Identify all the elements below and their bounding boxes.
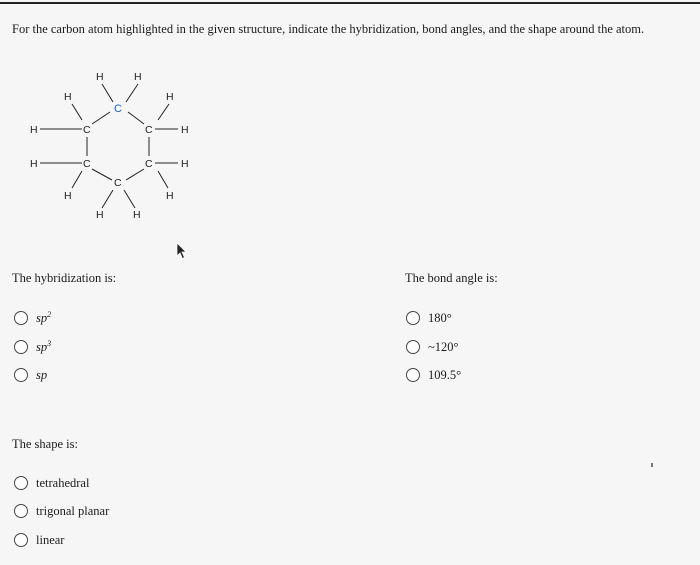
option-180[interactable] (406, 308, 452, 328)
option-trigonal-planar-label: trigonal planar (36, 503, 110, 518)
option-trigonal-planar[interactable] (14, 501, 109, 521)
atom-h-top-right: H (134, 71, 142, 83)
option-sp2[interactable] (14, 308, 51, 328)
atom-h-right-2: H (181, 158, 189, 170)
radio-linear[interactable] (14, 533, 28, 547)
option-120[interactable] (406, 337, 459, 357)
option-180-label: 180° (428, 310, 452, 325)
option-tetrahedral-label: tetrahedral (36, 475, 90, 490)
atom-h-upper-left: H (64, 91, 72, 103)
atom-h-bottom-left: H (96, 209, 104, 221)
radio-sp2[interactable] (14, 311, 28, 325)
atom-c-lower-right: C (145, 158, 153, 170)
option-linear[interactable] (14, 530, 64, 550)
radio-sp[interactable] (14, 368, 28, 382)
bond-ring-lr-bottom (126, 169, 144, 180)
bond-ring-ll-bottom (92, 169, 112, 180)
radio-trigonal-planar[interactable] (14, 504, 28, 518)
stray-mark (651, 463, 653, 467)
option-109-5[interactable] (406, 365, 461, 385)
option-sp-label: sp (36, 367, 48, 382)
option-tetrahedral[interactable] (14, 473, 89, 493)
atom-c-upper-right: C (145, 124, 153, 136)
atom-h-lower-left: H (64, 190, 72, 202)
option-sp2-label: $sp^2$ (36, 309, 52, 326)
option-sp3[interactable] (14, 337, 51, 357)
bond-angle-title: The bond angle is: (405, 271, 498, 285)
option-sp[interactable] (14, 365, 47, 385)
atom-h-bottom-right: H (133, 209, 141, 221)
bond-top-c-h-right (126, 84, 138, 102)
option-linear-label: linear (36, 532, 65, 547)
bond-ll-c-h (72, 171, 82, 188)
option-sp3-label: $sp^3$ (36, 338, 52, 355)
bond-ring-top-ul (92, 112, 110, 124)
atom-h-lower-right: H (166, 190, 174, 202)
option-120-label: ~120° (428, 339, 459, 354)
atom-h-top-left: H (96, 71, 104, 83)
atom-h-right-1: H (181, 124, 189, 136)
atom-h-upper-right: H (166, 91, 174, 103)
atom-c-upper-left: C (83, 124, 91, 136)
bond-ring-top-ur (128, 112, 144, 124)
bond-top-c-h-left (102, 84, 113, 102)
atom-c-highlighted: C (114, 103, 122, 115)
radio-120[interactable] (406, 340, 420, 354)
radio-180[interactable] (406, 311, 420, 325)
bond-bottom-c-h-right (124, 190, 135, 208)
bond-ul-c-h (72, 104, 82, 120)
bond-lr-c-h (158, 171, 168, 188)
radio-sp3[interactable] (14, 340, 28, 354)
atom-c-bottom: C (114, 177, 122, 189)
option-109-5-label: 109.5° (428, 367, 462, 382)
radio-tetrahedral[interactable] (14, 476, 28, 490)
atom-h-left-2: H (30, 158, 38, 170)
question-text: For the carbon atom highlighted in the given structure, indicate the hybridization, bond angles, and the shape around the atom. (12, 22, 645, 36)
radio-109-5[interactable] (406, 368, 420, 382)
shape-title: The shape is: (12, 437, 78, 451)
mouse-cursor-icon (176, 242, 188, 260)
atom-h-left-1: H (30, 124, 38, 136)
cyclohexene-structure (0, 0, 700, 240)
bond-ur-c-h (158, 104, 169, 120)
hybridization-title: The hybridization is: (12, 271, 117, 285)
bond-bottom-c-h-left (102, 190, 113, 208)
atom-c-lower-left: C (83, 158, 91, 170)
